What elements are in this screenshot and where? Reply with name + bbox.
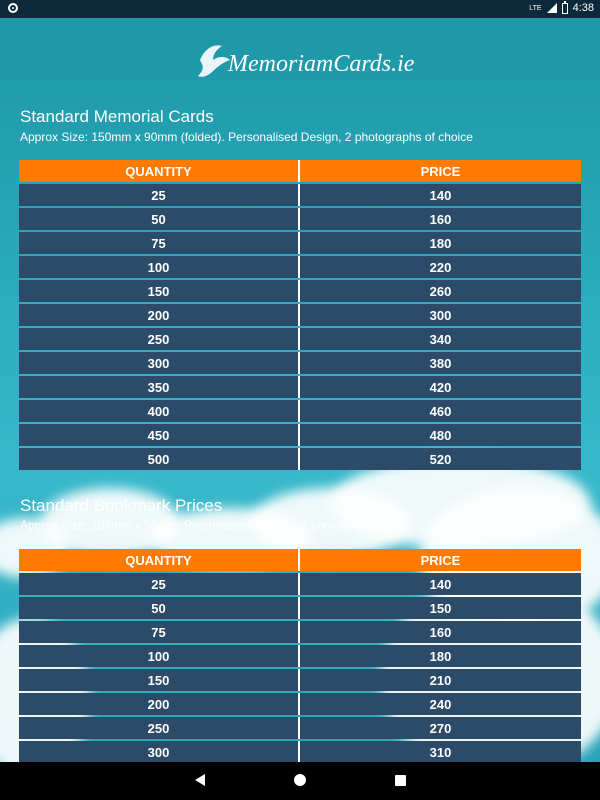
quantity-cell: 300 [19, 352, 300, 374]
memorial-price-table [19, 158, 581, 472]
table-row [19, 693, 581, 715]
quantity-cell: 250 [19, 328, 300, 350]
price-cell: 270 [300, 717, 581, 739]
quantity-cell: 100 [19, 256, 300, 278]
bookmark-section-subtitle: Approx Size: 195mm x 55mm. Personalised Design, 2 photographs [20, 518, 378, 532]
table-row [19, 400, 581, 422]
price-cell: 140 [300, 184, 581, 206]
price-cell: 480 [300, 424, 581, 446]
table-row [19, 208, 581, 230]
price-cell: 340 [300, 328, 581, 350]
bookmark-price-table [19, 547, 581, 765]
table-row [19, 717, 581, 739]
quantity-header: QUANTITY [19, 160, 300, 182]
navigation-bar [0, 762, 600, 800]
notification-icon [8, 3, 18, 13]
price-cell: 420 [300, 376, 581, 398]
quantity-cell: 50 [19, 597, 300, 619]
signal-icon [547, 3, 557, 13]
table-row [19, 621, 581, 643]
table-row [19, 184, 581, 206]
back-icon[interactable] [195, 774, 205, 786]
price-cell: 180 [300, 645, 581, 667]
price-cell: 160 [300, 208, 581, 230]
quantity-cell: 25 [19, 184, 300, 206]
battery-icon [562, 3, 568, 14]
table-row [19, 328, 581, 350]
memorial-section-title: Standard Memorial Cards [20, 107, 214, 126]
quantity-cell: 450 [19, 424, 300, 446]
status-bar [0, 0, 600, 18]
price-cell: 220 [300, 256, 581, 278]
price-cell: 520 [300, 448, 581, 470]
clock: 4:38 [572, 2, 594, 14]
table-row [19, 597, 581, 619]
price-cell: 460 [300, 400, 581, 422]
price-cell: 140 [300, 573, 581, 595]
table-row [19, 256, 581, 278]
price-cell: 160 [300, 621, 581, 643]
quantity-cell: 400 [19, 400, 300, 422]
quantity-cell: 500 [19, 448, 300, 470]
dove-icon [196, 42, 232, 80]
price-header: PRICE [300, 160, 581, 182]
price-cell: 380 [300, 352, 581, 374]
home-icon[interactable] [294, 774, 306, 786]
table-row [19, 424, 581, 446]
logo-text: MemoriamCards.ie [228, 51, 415, 77]
quantity-cell: 100 [19, 645, 300, 667]
quantity-cell: 50 [19, 208, 300, 230]
quantity-cell: 150 [19, 280, 300, 302]
table-row [19, 376, 581, 398]
price-cell: 240 [300, 693, 581, 715]
price-cell: 310 [300, 741, 581, 763]
quantity-cell: 350 [19, 376, 300, 398]
quantity-cell: 25 [19, 573, 300, 595]
network-type: LTE [529, 4, 542, 12]
memorial-section-subtitle: Approx Size: 150mm x 90mm (folded). Personalised Design, 2 photographs of choice [20, 130, 473, 144]
quantity-cell: 75 [19, 232, 300, 254]
table-row [19, 280, 581, 302]
quantity-cell: 300 [19, 741, 300, 763]
price-cell: 210 [300, 669, 581, 691]
logo [196, 42, 414, 80]
recents-icon[interactable] [395, 775, 406, 786]
table-header-row [19, 549, 581, 571]
table-row [19, 645, 581, 667]
price-cell: 260 [300, 280, 581, 302]
table-row [19, 448, 581, 470]
table-row [19, 669, 581, 691]
quantity-cell: 150 [19, 669, 300, 691]
quantity-cell: 200 [19, 304, 300, 326]
price-cell: 300 [300, 304, 581, 326]
table-row [19, 741, 581, 763]
price-cell: 180 [300, 232, 581, 254]
price-header: PRICE [300, 549, 581, 571]
quantity-cell: 250 [19, 717, 300, 739]
table-row [19, 304, 581, 326]
quantity-cell: 200 [19, 693, 300, 715]
table-row [19, 573, 581, 595]
quantity-header: QUANTITY [19, 549, 300, 571]
bookmark-section-title: Standard Bookmark Prices [20, 496, 223, 515]
table-header-row [19, 160, 581, 182]
table-row [19, 232, 581, 254]
price-cell: 150 [300, 597, 581, 619]
quantity-cell: 75 [19, 621, 300, 643]
table-row [19, 352, 581, 374]
